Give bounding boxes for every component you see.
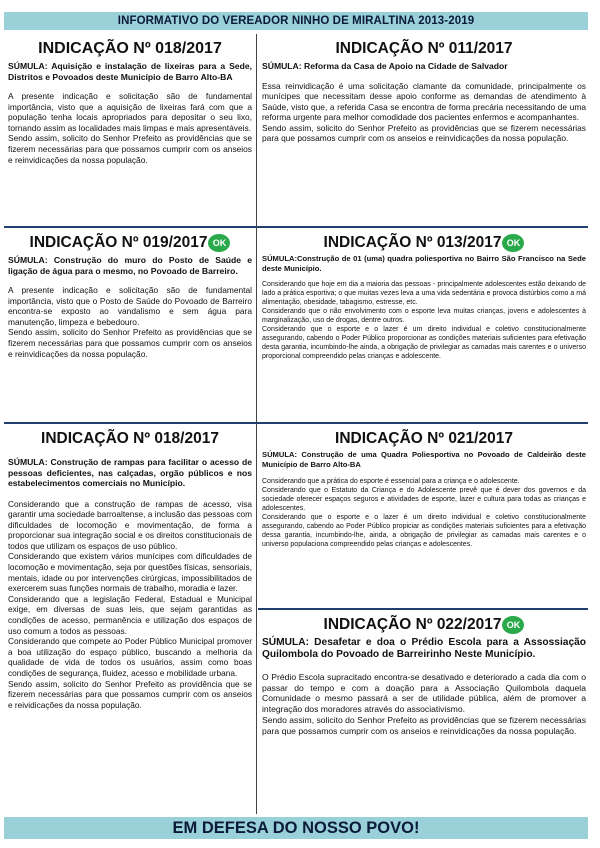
paragraph: Sendo assim, solicito do Senhor Prefeito as providências que se fizerem necessárias para que possamos cumprir com os anseios e reinvidicações da nossa população. (262, 122, 586, 144)
ok-badge-icon: OK (502, 616, 524, 634)
indicacao-panel-5 (4, 426, 256, 814)
indicacao-title: INDICAÇÃO Nº 011/2017 (335, 40, 513, 57)
paragraph: Essa reinvidicação é uma solicitação clamante da comunidade, principalmente os munícipes que necessitam desse apoio conforme as demandas de atendimento à Saúde, visto que, a referida Casa se encontra de forma precária necessitando de uma reforma urgente para melhor comodidade dos pacientes enfermos e acompanhantes. (262, 80, 586, 123)
paragraph: Considerando que a prática do esporte é essencial para a criança e o adolescente. (262, 478, 520, 486)
sumula: SÚMULA: Construção de rampas para facilitar o acesso de pessoas deficientes, nas calçadas, orgão públicos e nos estabelecimentos comerciais no Município. (8, 457, 252, 488)
paragraph: A presente indicação e solicitação são de fundamental importância, visto que o Posto de Saúde do Povoado de Barreiro encontra-se exposto ao vandalismo e sem água para manutenção, limpeza e bebedouro. (8, 285, 252, 327)
sumula: SÚMULA: Construção de uma Quadra Poliesportiva no Povoado de Caldeirão deste Município de Barro Alto-BA (262, 450, 586, 469)
indicacao-title: INDICAÇÃO Nº 013/2017 OK (262, 233, 586, 252)
indicacao-body (8, 499, 252, 711)
ok-badge-icon: OK (502, 234, 524, 252)
indicacao-panel-1 (4, 36, 256, 224)
paragraph: Considerando que o esporte e o lazer é um direito individual e coletivo constitucionalmente assegurando, cabendo ao Poder Público propiciar as condições materiais suficientes para a efetivação dessa garantia, incumbindo-lhe, ainda, a obrigação de privilegiar as camadas mais carentes e o universo populaciona compreendido pelas crianças e adolescentes. (262, 514, 586, 549)
paragraph: Considerando que existem vários munícipes com dificuldades de locomoção e movimentação, seja por questões físicas, sensoriais, mentais, idade ou por intervenções cirúrgicas, impossibilitados de exercerem suas funções normais de trabalho, moradia e lazer. (8, 551, 252, 594)
indicacao-panel-7 (258, 612, 590, 812)
indicacao-body (262, 280, 586, 361)
sumula: SÚMULA: Construção do muro do Posto de Saúde e ligação de água para o mesmo, no Povoado de Barreiro. (8, 255, 252, 276)
paragraph: Considerando que o Estatuto da Criança e do Adolescente prevê que é dever dos governos e da sociedade oferecer espaços seguros e atividades de esporte, lazer e cultura para todas as crianças e adolescentes. (262, 487, 586, 513)
section-divider (4, 226, 588, 228)
paragraph: Considerando que a construção de rampas de acesso, visa garantir uma sociedade barroaltense, a inclusão das pessoas com dificuldades de locomoção e movimentação, de forma a proporcionar sua integração social e os direitos constitucionais de todos que utilizam os espaços de uso público. (8, 498, 252, 551)
indicacao-body (262, 81, 586, 145)
indicacao-body (262, 477, 586, 549)
section-divider (258, 608, 588, 610)
indicacao-title: INDICAÇÃO Nº 018/2017 (41, 430, 219, 447)
section-divider (4, 422, 588, 424)
indicacao-title: INDICAÇÃO Nº 018/2017 (38, 40, 222, 57)
sumula: SÚMULA: Reforma da Casa de Apoio na Cidade de Salvador (262, 61, 508, 71)
indicacao-title: INDICAÇÃO Nº 022/2017 OK (262, 615, 586, 634)
column-divider (256, 424, 257, 814)
column-divider (256, 34, 257, 422)
paragraph: Considerando que o não envolvimento com o esporte leva muitas crianças, jovens e adolescentes à marginalização, uso de drogas, dentre outros. (262, 308, 586, 325)
sumula: SÚMULA:Construção de 01 (uma) quadra poliesportiva no Bairro São Francisco na Sede deste Município. (262, 254, 586, 273)
paragraph: Sendo assim, solicito do Senhor Prefeito as providência que se fizerem necessárias para que possamos cumprir com os anseios e reividicações da nossa população. (8, 678, 252, 710)
paragraph: Considerando que o esporte e o lazer é um direito individual e coletivo constitucionalmente assegurando, cabendo o Poder Público proporcionar as condições materiais suficientes para efetivação desta garantia, incumbindo-lhe ainda, a obrigação de privilegiar as camadas mais carentes e o universo proporcional compreendido pelas crianças e adolescente. (262, 326, 586, 361)
indicacao-panel-3 (4, 230, 256, 420)
paragraph: A presente indicação e solicitação são de fundamental importância, visto que a aquisição de lixeiras fará com que a população tenha locais apropriados para depositar o seu lixo, tornando assim as localidades mais limpas e mais apresentáveis. (8, 91, 252, 133)
sumula: SÚMULA: Aquisição e instalação de lixeiras para a Sede, Distritos e Povoados deste Município de Barro Alto-BA (8, 61, 252, 82)
paragraph: Sendo assim, solicito do Senhor Prefeito as providências que se fizerem necessárias para que possamos cumprir com os anseios e reinvidicações da nossa população. (262, 715, 586, 736)
paragraph: Considerando que compete ao Poder Público Municipal promover a boa utilização do espaço público, buscando a melhoria da qualidade de vida de todos os usuários, assim como boas condições de segurança, fluidez, acesso e mobilidade urbana. (8, 636, 252, 678)
sumula: SÚMULA: Desafetar e doa o Prédio Escola para a Assossiação Quilombola do Povoado de Barreirinho Neste Município. (262, 637, 586, 661)
paragraph: O Prédio Escola supracitado encontra-se desativado e deteriorado a cada dia com o passar do tempo e com a doação para a Associação Quilombola daquela Comunidade o mesmo passará a ser de utilidade pública, além de promover a integração dos moradores através do associativismo. (262, 671, 586, 715)
ok-badge-icon: OK (208, 234, 230, 252)
indicacao-title: INDICAÇÃO Nº 021/2017 (335, 430, 513, 447)
indicacao-body (262, 672, 586, 737)
indicacao-panel-2 (258, 36, 590, 218)
indicacao-body (8, 91, 252, 165)
paragraph: Considerando que a legislação Federal, Estadual e Municipal exige, em diversas de suas leis, que sejam garantidas as condições de acesso, permanência e utilização dos espaços de uso comum a todos as pessoas. (8, 593, 252, 636)
indicacao-panel-6 (258, 426, 590, 606)
paragraph: Sendo assim, solicito do Senhor Prefeito as providências que se fizerem necessárias para que possamos cumprir com os anseios e reinvidicações da nossa população. (8, 133, 252, 165)
paragraph: Considerando que hoje em dia a maioria das pessoas - principalmente adolescentes estão deixando de lado a prática esportiva; o que muitas vezes leva a uma vida sedentária e provoca distúrbios como a má alimentação, obesidade, tabagismo, estresse, etc. (262, 281, 586, 307)
header-banner: INFORMATIVO DO VEREADOR NINHO DE MIRALTINA 2013-2019 (4, 12, 588, 30)
indicacao-body (8, 285, 252, 359)
footer-banner: EM DEFESA DO NOSSO POVO! (4, 817, 588, 839)
indicacao-panel-4 (258, 230, 590, 422)
indicacao-title: INDICAÇÃO Nº 019/2017 OK (8, 233, 252, 252)
paragraph: Sendo assim, solicito do Senhor Prefeito as providências que se fizerem necessárias para que possamos cumprir com os anseios e reinvidicações da nossa população. (8, 327, 252, 359)
